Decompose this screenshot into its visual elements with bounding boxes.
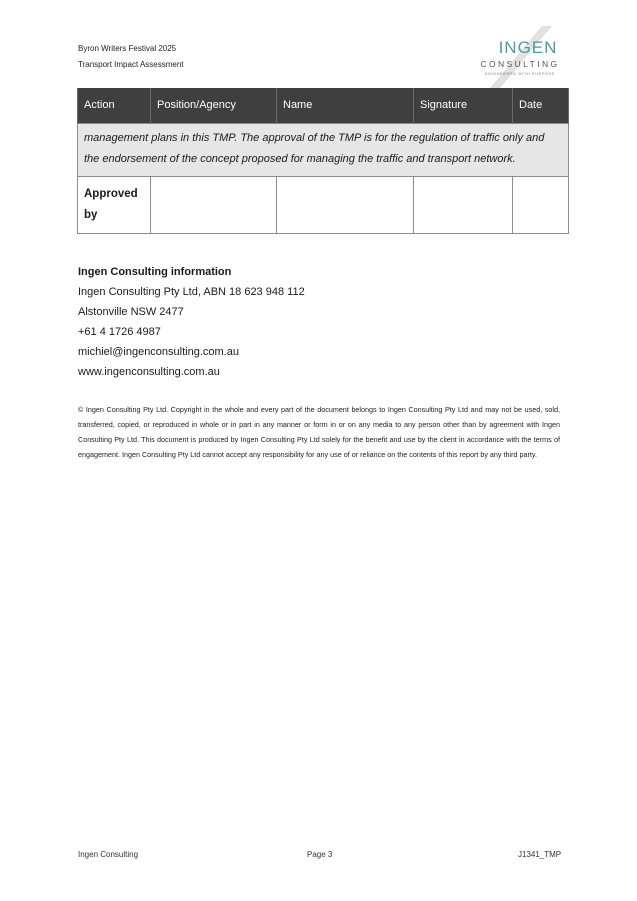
logo-slash-shape — [490, 26, 552, 88]
header-position-agency: Position/Agency — [151, 88, 277, 123]
header-action: Action — [78, 88, 151, 123]
header-signature: Signature — [414, 88, 513, 123]
table-note-row — [78, 123, 569, 176]
company-website: www.ingenconsulting.com.au — [78, 366, 220, 378]
table-approved-row — [78, 176, 569, 233]
footer-company: Ingen Consulting — [78, 850, 139, 859]
ingen-consulting-logo — [470, 24, 570, 88]
company-info-heading: Ingen Consulting information — [78, 266, 232, 278]
company-info-section — [78, 262, 305, 382]
logo-graphic — [470, 24, 570, 88]
company-phone: +61 4 1726 4987 — [78, 326, 161, 338]
signature-cell[interactable] — [414, 176, 513, 233]
company-abn: Ingen Consulting Pty Ltd, ABN 18 623 948 112 — [78, 286, 305, 298]
header-project-title: Byron Writers Festival 2025 — [78, 44, 177, 53]
name-cell[interactable] — [277, 176, 414, 233]
company-address: Alstonville NSW 2477 — [78, 306, 184, 318]
approved-by-cell — [78, 176, 151, 233]
document-header — [78, 41, 184, 73]
logo-word-ingen: INGEN — [498, 38, 558, 57]
position-agency-cell[interactable] — [151, 176, 277, 233]
approval-note: management plans in this TMP. The approval of the TMP is for the regulation of traffic only and the endorsement of the concept proposed for managing the traffic and transport network. — [78, 123, 569, 176]
table-header-row — [78, 88, 569, 123]
footer-document-code: J1341_TMP — [518, 850, 562, 859]
footer-page-number: Page 3 — [307, 850, 333, 859]
copyright-notice: © Ingen Consulting Pty Ltd. Copyright in the whole and every part of the document belongs to Ingen Consulting Pty Ltd and may not be used, sold, transferred, copied, or reproduced in whole or in part in any manner or form in or on any media to any person other than by agreement with Ingen Consulting Pty Ltd. This document is produced by Ingen Consulting Pty Ltd solely for the benefit and use by the client in accordance with the terms of engagement. Ingen Consulting Pty Ltd cannot accept any responsibility for any use of or reliance on the contents of this report by any third party. — [78, 405, 560, 459]
header-document-type: Transport Impact Assessment — [78, 60, 184, 69]
date-cell[interactable] — [513, 176, 569, 233]
logo-word-consulting: CONSULTING — [480, 59, 560, 69]
company-email: michiel@ingenconsulting.com.au — [78, 346, 239, 358]
approved-by-label: Approved by — [84, 187, 138, 221]
approval-table — [77, 88, 569, 234]
header-date: Date — [513, 88, 569, 123]
logo-tagline: ENGINEERED WITH PURPOSE — [485, 71, 555, 76]
header-name: Name — [277, 88, 414, 123]
